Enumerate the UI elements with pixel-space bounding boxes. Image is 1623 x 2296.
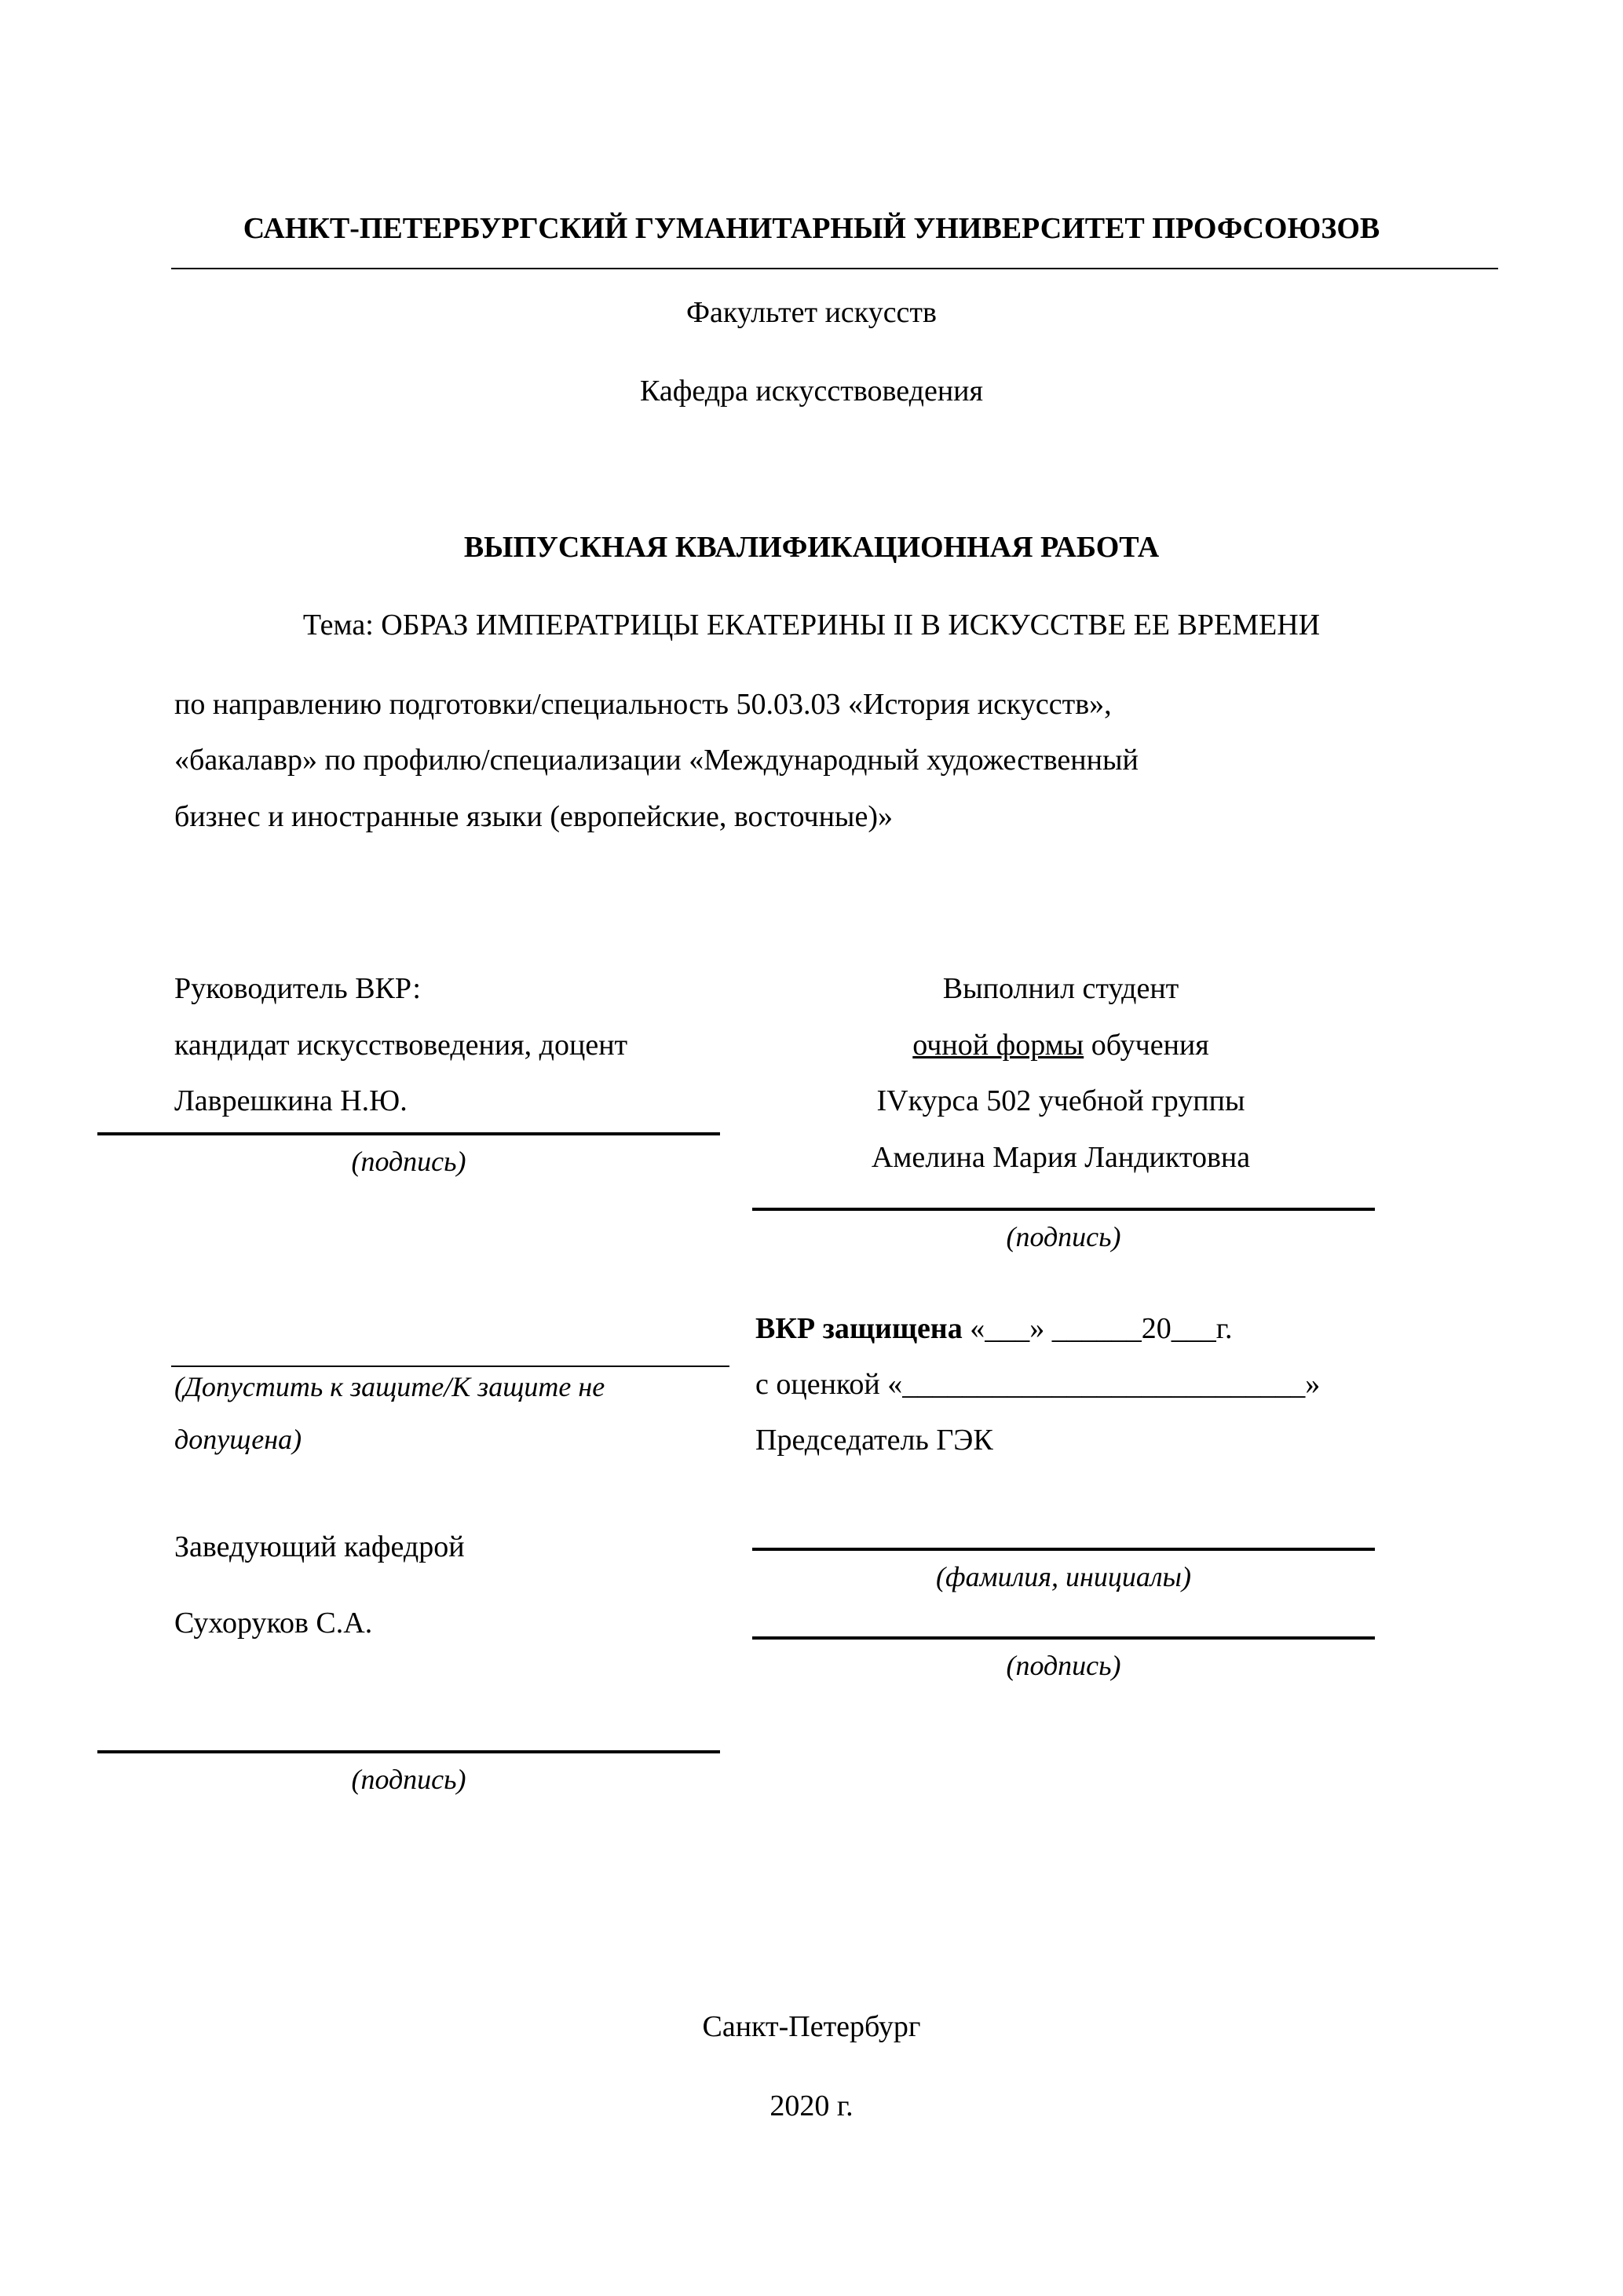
work-type: ВЫПУСКНАЯ КВАЛИФИКАЦИОННАЯ РАБОТА (463, 531, 1160, 564)
study-form-underlined: очной формы (912, 1029, 1084, 1062)
supervisor-signature-caption: (подпись) (351, 1146, 466, 1177)
head-signature-line (97, 1750, 720, 1753)
direction-line-2: «бакалавр» по профилю/специализации «Международный художественный (174, 744, 1139, 777)
direction-line-3: бизнес и иностранные языки (европейские, восточные)» (174, 800, 893, 833)
chairman-name-line (752, 1548, 1375, 1551)
chairman-name-caption: (фамилия, инициалы) (936, 1561, 1191, 1592)
defense-grade: с оценкой «___________________________» (755, 1368, 1321, 1401)
supervisor-degree: кандидат искусствоведения, доцент (174, 1029, 628, 1062)
supervisor-name: Лаврешкина Н.Ю. (174, 1084, 408, 1117)
supervisor-label: Руководитель ВКР: (174, 972, 421, 1005)
defense-date (755, 1311, 1233, 1347)
gek-chairman: Председатель ГЭК (755, 1424, 993, 1457)
admission-caption-1: (Допустить к защите/К защите не (174, 1371, 605, 1402)
header-rule (171, 268, 1498, 269)
chairman-signature-line (752, 1636, 1375, 1640)
student-signature-line (752, 1208, 1375, 1211)
head-name: Сухоруков С.А. (174, 1607, 373, 1640)
head-signature-caption: (подпись) (351, 1764, 466, 1795)
student-study-form (752, 1027, 1369, 1063)
student-course: IVкурса 502 учебной группы (876, 1084, 1245, 1117)
defense-label: ВКР защищена (755, 1312, 963, 1345)
head-label: Заведующий кафедрой (174, 1530, 465, 1563)
year: 2020 г. (769, 2089, 854, 2122)
defense-date-template: «___» ______20___г. (962, 1312, 1233, 1345)
admission-caption-2: допущена) (174, 1424, 302, 1455)
chairman-signature-caption: (подпись) (1006, 1650, 1121, 1681)
student-name: Амелина Мария Ландиктовна (871, 1141, 1251, 1174)
work-topic: Тема: ОБРАЗ ИМПЕРАТРИЦЫ ЕКАТЕРИНЫ II В ИСКУССТВЕ ЕЕ ВРЕМЕНИ (302, 609, 1321, 642)
city: Санкт-Петербург (702, 2010, 921, 2043)
student-line-1: Выполнил студент (942, 972, 1179, 1005)
department: Кафедра искусствоведения (640, 375, 983, 408)
admission-line (171, 1366, 729, 1367)
university-name: САНКТ-ПЕТЕРБУРГСКИЙ ГУМАНИТАРНЫЙ УНИВЕРСИТЕТ ПРОФСОЮЗОВ (243, 212, 1380, 245)
faculty: Факультет искусств (686, 296, 937, 329)
direction-line-1: по направлению подготовки/специальность 50.03.03 «История искусств», (174, 688, 1112, 721)
student-signature-caption: (подпись) (1006, 1221, 1121, 1252)
study-form-rest: обучения (1084, 1029, 1209, 1062)
supervisor-signature-line (97, 1132, 720, 1135)
